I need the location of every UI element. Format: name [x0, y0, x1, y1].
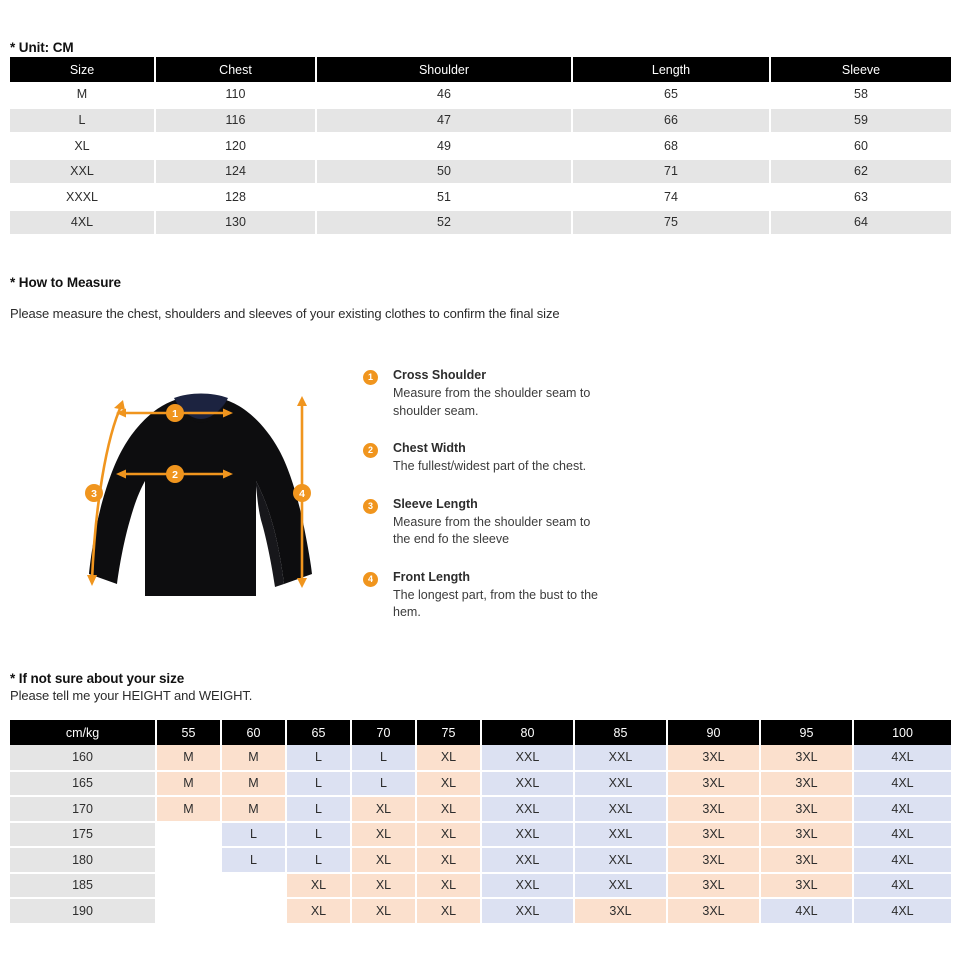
fit-col-header-100: 100: [853, 720, 951, 745]
fit-cell-190-70: XL: [351, 898, 416, 924]
size-col-header-shoulder: Shoulder: [316, 57, 572, 82]
fit-cell-180-100: 4XL: [853, 847, 951, 873]
fit-row-header-170: 170: [10, 796, 156, 822]
cell-sleeve: 59: [770, 108, 951, 134]
fit-cell-175-65: L: [286, 822, 351, 848]
table-row: [10, 847, 951, 873]
fit-row-header-185: 185: [10, 873, 156, 899]
table-row: [10, 822, 951, 848]
fit-table-header-row: [10, 720, 951, 745]
fit-cell-160-90: 3XL: [667, 745, 760, 771]
table-row: [10, 108, 951, 134]
table-row: [10, 82, 951, 108]
fit-row-header-160: 160: [10, 745, 156, 771]
fit-row-header-190: 190: [10, 898, 156, 924]
fit-cell-180-95: 3XL: [760, 847, 853, 873]
fit-cell-160-100: 4XL: [853, 745, 951, 771]
fit-cell-190-85: 3XL: [574, 898, 667, 924]
fit-cell-175-100: 4XL: [853, 822, 951, 848]
fit-row-header-165: 165: [10, 771, 156, 797]
fit-cell-185-65: XL: [286, 873, 351, 899]
cell-sleeve: 60: [770, 133, 951, 159]
fit-cell-165-70: L: [351, 771, 416, 797]
how-to-measure-description: Please measure the chest, shoulders and sleeves of your existing clothes to confirm the final size: [10, 306, 560, 321]
cell-length: 74: [572, 184, 770, 210]
fit-cell-160-70: L: [351, 745, 416, 771]
fit-cell-165-65: L: [286, 771, 351, 797]
fit-cell-165-55: M: [156, 771, 221, 797]
fit-cell-165-60: M: [221, 771, 286, 797]
cell-shoulder: 49: [316, 133, 572, 159]
size-col-header-chest: Chest: [155, 57, 316, 82]
table-row: [10, 873, 951, 899]
fit-col-header-60: 60: [221, 720, 286, 745]
legend-title: Chest Width: [393, 441, 466, 455]
legend-title: Front Length: [393, 569, 471, 584]
cell-length: 75: [572, 210, 770, 236]
fit-cell-175-60: L: [221, 822, 286, 848]
cell-chest: 120: [155, 133, 316, 159]
fit-cell-185-80: XXL: [481, 873, 574, 899]
fit-cell-165-85: XXL: [574, 771, 667, 797]
fit-cell-185-100: 4XL: [853, 873, 951, 899]
fit-col-header-85: 85: [574, 720, 667, 745]
size-table-header-row: [10, 57, 951, 82]
arrowhead-bottom-4: [297, 578, 307, 588]
cell-shoulder: 52: [316, 210, 572, 236]
marker-4-label: 4: [299, 488, 305, 500]
fit-cell-190-95: 4XL: [760, 898, 853, 924]
fit-cell-190-80: XXL: [481, 898, 574, 924]
cell-shoulder: 51: [316, 184, 572, 210]
marker-2-label: 2: [172, 469, 178, 481]
fit-cell-165-80: XXL: [481, 771, 574, 797]
fit-cell-170-85: XXL: [574, 796, 667, 822]
fit-table-body: [10, 745, 951, 924]
cell-chest: 130: [155, 210, 316, 236]
fit-cell-170-75: XL: [416, 796, 481, 822]
fit-cell-180-70: XL: [351, 847, 416, 873]
size-col-header-sleeve: Sleeve: [770, 57, 951, 82]
cell-length: 65: [572, 82, 770, 108]
measurement-legend: [363, 368, 693, 643]
table-row: [10, 745, 951, 771]
fit-cell-190-100: 4XL: [853, 898, 951, 924]
size-col-header-length: Length: [572, 57, 770, 82]
fit-cell-175-70: XL: [351, 822, 416, 848]
fit-cell-160-65: L: [286, 745, 351, 771]
fit-cell-165-75: XL: [416, 771, 481, 797]
fit-cell-160-95: 3XL: [760, 745, 853, 771]
number-badge-icon: 4: [363, 572, 378, 587]
fit-cell-165-95: 3XL: [760, 771, 853, 797]
fit-cell-170-60: M: [221, 796, 286, 822]
fit-cell-185-60: [221, 873, 286, 899]
not-sure-description: Please tell me your HEIGHT and WEIGHT.: [10, 688, 253, 703]
fit-cell-190-60: [221, 898, 286, 924]
cell-sleeve: 58: [770, 82, 951, 108]
legend-item-cross-shoulder: [363, 368, 693, 420]
fit-col-header-70: 70: [351, 720, 416, 745]
cell-shoulder: 46: [316, 82, 572, 108]
size-measurements-table: [10, 57, 951, 236]
table-row: [10, 771, 951, 797]
legend-title: Cross Shoulder: [393, 368, 487, 382]
cell-shoulder: 47: [316, 108, 572, 134]
fit-cell-170-100: 4XL: [853, 796, 951, 822]
cell-sleeve: 63: [770, 184, 951, 210]
marker-1-label: 1: [172, 408, 178, 420]
fit-cell-170-80: XXL: [481, 796, 574, 822]
legend-item-chest-width: [363, 441, 693, 476]
cell-size: XL: [10, 133, 155, 159]
cell-length: 66: [572, 108, 770, 134]
sweater-illustration: [70, 368, 340, 618]
table-row: [10, 898, 951, 924]
arrowhead-bottom-3: [87, 575, 97, 586]
fit-cell-175-85: XXL: [574, 822, 667, 848]
fit-cell-185-85: XXL: [574, 873, 667, 899]
fit-cell-180-80: XXL: [481, 847, 574, 873]
fit-cell-160-75: XL: [416, 745, 481, 771]
fit-col-header-80: 80: [481, 720, 574, 745]
table-row: [10, 796, 951, 822]
cell-sleeve: 64: [770, 210, 951, 236]
fit-cell-175-75: XL: [416, 822, 481, 848]
fit-row-header-180: 180: [10, 847, 156, 873]
cell-length: 71: [572, 159, 770, 185]
fit-cell-170-55: M: [156, 796, 221, 822]
cell-size: 4XL: [10, 210, 155, 236]
cell-size: XXXL: [10, 184, 155, 210]
fit-cell-180-85: XXL: [574, 847, 667, 873]
number-badge-icon: 2: [363, 443, 378, 458]
number-badge-icon: 3: [363, 499, 378, 514]
cell-chest: 110: [155, 82, 316, 108]
arrowhead-top-3: [114, 400, 125, 410]
fit-cell-185-75: XL: [416, 873, 481, 899]
fit-col-header-90: 90: [667, 720, 760, 745]
table-row: [10, 159, 951, 185]
cell-size: XXL: [10, 159, 155, 185]
cell-size: M: [10, 82, 155, 108]
legend-title: Sleeve Length: [393, 496, 478, 511]
cell-shoulder: 50: [316, 159, 572, 185]
fit-cell-170-70: XL: [351, 796, 416, 822]
cell-size: L: [10, 108, 155, 134]
legend-description: The fullest/widest part of the chest.: [393, 459, 587, 473]
legend-description: Measure from the shoulder seam to the end fo the sleeve: [393, 514, 591, 546]
fit-cell-190-65: XL: [286, 898, 351, 924]
height-weight-fit-table: [10, 720, 951, 925]
arrowhead-top-4: [297, 396, 307, 406]
legend-description: Measure from the shoulder seam to shoulder seam.: [393, 386, 591, 418]
cell-length: 68: [572, 133, 770, 159]
fit-cell-160-60: M: [221, 745, 286, 771]
cell-sleeve: 62: [770, 159, 951, 185]
fit-cell-185-90: 3XL: [667, 873, 760, 899]
fit-corner-label: cm/kg: [10, 720, 156, 745]
fit-row-header-175: 175: [10, 822, 156, 848]
unit-note: * Unit: CM: [10, 40, 74, 55]
marker-3-label: 3: [91, 488, 97, 500]
legend-description: The longest part, from the bust to the hem.: [393, 587, 598, 619]
fit-cell-160-85: XXL: [574, 745, 667, 771]
fit-cell-180-60: L: [221, 847, 286, 873]
fit-cell-165-90: 3XL: [667, 771, 760, 797]
fit-cell-180-75: XL: [416, 847, 481, 873]
size-col-header-size: Size: [10, 57, 155, 82]
garment-measurement-diagram: [70, 368, 340, 618]
how-to-measure-title: * How to Measure: [10, 275, 121, 290]
table-row: [10, 133, 951, 159]
cell-chest: 116: [155, 108, 316, 134]
fit-cell-185-70: XL: [351, 873, 416, 899]
fit-col-header-75: 75: [416, 720, 481, 745]
fit-col-header-65: 65: [286, 720, 351, 745]
fit-cell-175-80: XXL: [481, 822, 574, 848]
cell-chest: 124: [155, 159, 316, 185]
fit-cell-175-90: 3XL: [667, 822, 760, 848]
fit-cell-160-80: XXL: [481, 745, 574, 771]
fit-cell-190-90: 3XL: [667, 898, 760, 924]
fit-cell-170-90: 3XL: [667, 796, 760, 822]
legend-item-front-length: [363, 570, 693, 622]
fit-cell-190-75: XL: [416, 898, 481, 924]
not-sure-title: * If not sure about your size: [10, 671, 185, 686]
fit-col-header-55: 55: [156, 720, 221, 745]
fit-cell-180-90: 3XL: [667, 847, 760, 873]
fit-cell-175-95: 3XL: [760, 822, 853, 848]
fit-col-header-95: 95: [760, 720, 853, 745]
fit-cell-170-95: 3XL: [760, 796, 853, 822]
number-badge-icon: 1: [363, 370, 378, 385]
legend-item-sleeve-length: [363, 497, 693, 549]
fit-cell-185-55: [156, 873, 221, 899]
fit-cell-165-100: 4XL: [853, 771, 951, 797]
fit-cell-185-95: 3XL: [760, 873, 853, 899]
table-row: [10, 184, 951, 210]
table-row: [10, 210, 951, 236]
fit-cell-180-65: L: [286, 847, 351, 873]
fit-cell-170-65: L: [286, 796, 351, 822]
fit-cell-160-55: M: [156, 745, 221, 771]
cell-chest: 128: [155, 184, 316, 210]
fit-cell-175-55: [156, 822, 221, 848]
fit-cell-190-55: [156, 898, 221, 924]
fit-cell-180-55: [156, 847, 221, 873]
